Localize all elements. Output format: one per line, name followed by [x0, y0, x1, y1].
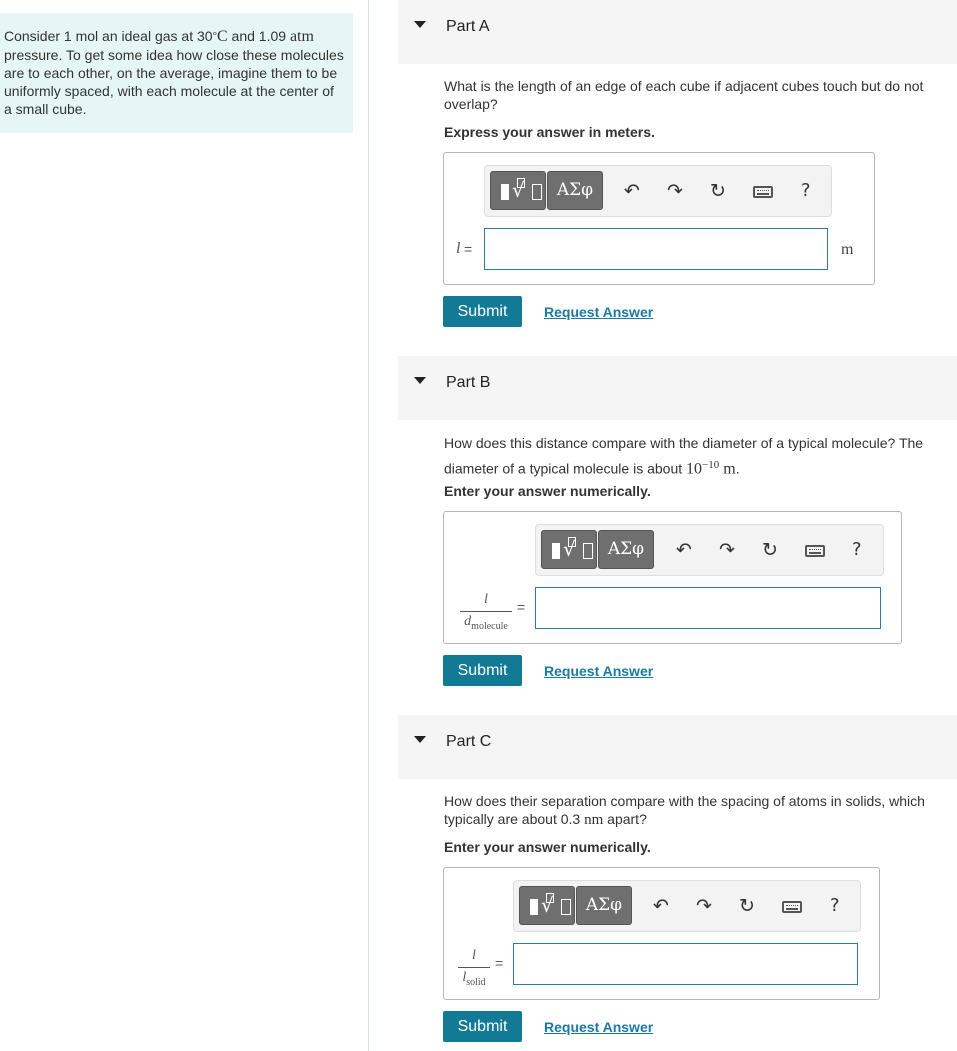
math-toolbar: [484, 165, 832, 217]
typical-diameter-base: 10: [686, 460, 703, 478]
equals-sign: =: [464, 241, 473, 257]
problem-statement: [0, 13, 353, 133]
part-a-instruction: Express your answer in meters.: [444, 124, 655, 140]
request-answer-link[interactable]: Request Answer: [544, 1019, 654, 1035]
problem-text-1: Consider 1 mol an ideal gas at 30: [4, 28, 213, 44]
fraction-denominator-subscript: solid: [466, 976, 486, 988]
unit-atm: atm: [289, 28, 314, 45]
part-c-question-text: How does their separation compare with the spacing of atoms in solids, which typically are about 0.3: [444, 793, 925, 827]
greek-symbols-button[interactable]: ΑΣφ: [598, 530, 654, 569]
problem-text-3: pressure. To get some idea how close these molecules are to each other, on the average, imagine them to be uniformly spaced, with each molecule at the center of a small cube.: [4, 47, 344, 117]
part-b-header[interactable]: [398, 356, 957, 420]
equals-sign: =: [517, 599, 526, 615]
part-c-answer-box: [443, 867, 880, 1000]
answer-input[interactable]: [535, 587, 881, 629]
templates-button[interactable]: √: [519, 886, 575, 925]
reset-icon[interactable]: ↻: [710, 180, 726, 202]
submit-button[interactable]: Submit: [443, 655, 522, 686]
request-answer-link[interactable]: Request Answer: [544, 304, 654, 320]
undo-icon[interactable]: ↶: [676, 539, 692, 561]
part-c-question-end: apart?: [603, 811, 647, 827]
fraction-denominator-subscript: molecule: [471, 620, 508, 632]
fraction-denominator: d: [464, 614, 472, 629]
redo-icon[interactable]: ↷: [696, 895, 712, 917]
request-answer-link[interactable]: Request Answer: [544, 663, 654, 679]
part-b-question-end: .: [735, 460, 740, 477]
answer-input[interactable]: [484, 228, 828, 270]
fraction-numerator: l: [472, 948, 476, 963]
collapse-caret-icon[interactable]: [414, 736, 426, 743]
fraction-denominator: l: [462, 970, 467, 985]
collapse-caret-icon[interactable]: [414, 21, 426, 28]
answer-unit: m: [841, 241, 854, 258]
submit-button[interactable]: Submit: [443, 1011, 522, 1042]
collapse-caret-icon[interactable]: [414, 377, 426, 384]
part-b-answer-box: [443, 511, 902, 644]
typical-diameter-unit: m: [719, 460, 736, 478]
spacing-unit: nm: [584, 812, 604, 828]
part-c-title: Part C: [446, 733, 492, 750]
answer-fraction-label: [458, 948, 490, 991]
column-divider: [368, 0, 369, 1051]
submit-button[interactable]: Submit: [443, 296, 522, 327]
reset-icon[interactable]: ↻: [762, 539, 778, 561]
undo-icon[interactable]: ↶: [653, 895, 669, 917]
reset-icon[interactable]: ↻: [739, 895, 755, 917]
part-a-header[interactable]: [398, 0, 957, 64]
redo-icon[interactable]: ↷: [719, 539, 735, 561]
part-a-title: Part A: [446, 18, 490, 35]
equals-sign: =: [495, 955, 504, 971]
part-b-question-text: How does this distance compare with the diameter of a typical molecule? The diameter of a typical molecule is about: [444, 435, 924, 477]
keyboard-icon[interactable]: [753, 186, 773, 198]
part-a-question: What is the length of an edge of each cube if adjacent cubes touch but do not overlap?: [444, 78, 924, 112]
unit-celsius: C: [216, 28, 228, 45]
part-b-question: [444, 432, 949, 481]
help-icon[interactable]: ?: [801, 180, 811, 201]
degree-symbol: °: [212, 30, 217, 42]
templates-button[interactable]: √: [541, 530, 597, 569]
answer-input[interactable]: [513, 943, 858, 985]
math-toolbar: [535, 524, 884, 576]
part-b-title: Part B: [446, 374, 491, 391]
greek-symbols-button[interactable]: ΑΣφ: [576, 886, 632, 925]
typical-diameter-exponent: −10: [702, 459, 720, 471]
fraction-numerator: l: [484, 592, 488, 607]
greek-symbols-button[interactable]: ΑΣφ: [547, 171, 603, 210]
answer-fraction-label: [460, 592, 512, 635]
undo-icon[interactable]: ↶: [624, 180, 640, 202]
problem-text-2: and 1.09: [227, 28, 290, 44]
help-icon[interactable]: ?: [852, 539, 862, 560]
templates-button[interactable]: √: [490, 171, 546, 210]
math-toolbar: [513, 880, 861, 932]
part-b-instruction: Enter your answer numerically.: [444, 483, 651, 499]
part-a-answer-box: [443, 152, 875, 285]
part-c-question: [444, 792, 949, 829]
help-icon[interactable]: ?: [830, 895, 840, 916]
keyboard-icon[interactable]: [782, 901, 802, 913]
keyboard-icon[interactable]: [805, 545, 825, 557]
answer-variable-label: l: [456, 240, 461, 257]
part-c-instruction: Enter your answer numerically.: [444, 839, 651, 855]
part-c-header[interactable]: [398, 715, 957, 779]
redo-icon[interactable]: ↷: [667, 180, 683, 202]
